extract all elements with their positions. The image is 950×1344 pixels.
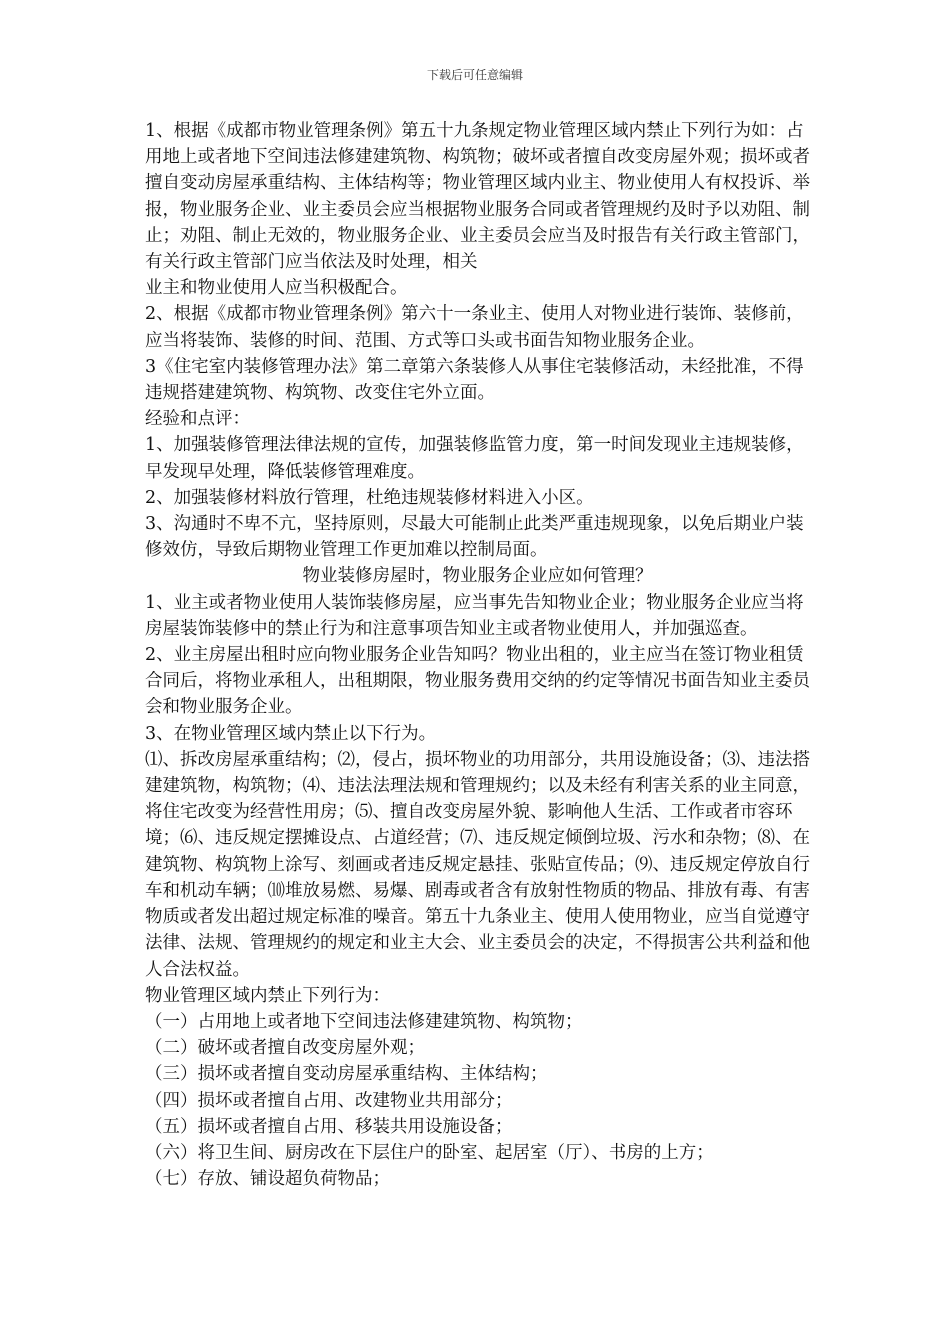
list-item: （一）占用地上或者地下空间违法修建建筑物、构筑物； xyxy=(145,1011,583,1032)
list-item: （六）将卫生间、厨房改在下层住户的卧室、起居室（厅）、书房的上方； xyxy=(145,1142,714,1163)
list-item: （七）存放、铺设超负荷物品； xyxy=(145,1169,390,1190)
paragraph-experience-3: 3、沟通时不卑不亢，坚持原则，尽最大可能制止此类严重违规现象，以免后期业户装修效仿，导致后期物业管理工作更加难以控制局面。 xyxy=(145,514,804,561)
paragraph-renovation-rules: 3《住宅室内装修管理办法》第二章第六条装修人从事住宅装修活动，未经批准，不得违规搭建建筑物、构筑物、改变住宅外立面。 xyxy=(145,356,804,404)
paragraph-management-2: 2、业主房屋出租时应向物业服务企业告知吗？物业出租的，业主应当在签订物业租赁合同后，将物业承租人，出租期限，物业服务费用交纳的约定等情况书面告知业主委员会和物业服务企业。 xyxy=(145,645,810,718)
list-item: （四）损坏或者擅自占用、改建物业共用部分； xyxy=(145,1090,513,1111)
paragraph-experience-1: 1、加强装修管理法律法规的宣传，加强装修监管力度，第一时间发现业主违规装修，早发现早处理，降低装修管理难度。 xyxy=(145,435,804,482)
paragraph-prohibited-acts: ⑴、拆改房屋承重结构；⑵，侵占，损坏物业的功用部分，共用设施设备；⑶、违法搭建建筑物，构筑物；⑷、违法法理法规和管理规约；以及未经有利害关系的业主同意，将住宅改变为经营性用房；⑸、擅自改变房屋外貌、影响他人生活、工作或者市容环境；⑹、违反规定摆摊设点、占道经营；⑺、违反规定倾倒垃圾、污水和杂物；⑻、在建筑物、构筑物上涂写、刻画或者违反规定悬挂、张贴宣传品；⑼、违反规定停放自行车和机动车辆；⑽堆放易燃、易爆、剧毒或者含有放射性物质的物品、排放有毒、有害物质或者发出超过规定标准的噪音。第五十九条业主、使用人使用物业，应当自觉遵守法律、法规、管理规约的规定和业主大会、业主委员会的决定，不得损害公共利益和他人合法权益。 xyxy=(145,749,810,980)
document-body xyxy=(145,118,810,1192)
paragraph-article-61: 2、根据《成都市物业管理条例》第六十一条业主、使用人对物业进行装饰、装修前，应当将装饰、装修的时间、范围、方式等口头或书面告知物业服务企业。 xyxy=(145,304,804,351)
paragraph-prohibited-heading: 物业管理区域内禁止下列行为： xyxy=(145,985,390,1006)
paragraph-management-3: 3、在物业管理区域内禁止以下行为。 xyxy=(145,723,437,744)
section-heading: 物业装修房屋时，物业服务企业应如何管理？ xyxy=(302,566,653,587)
page-header: 下载后可任意编辑 xyxy=(426,68,523,82)
paragraph-experience-heading: 经验和点评： xyxy=(145,409,250,430)
paragraph-management-1: 1、业主或者物业使用人装饰装修房屋，应当事先告知物业企业；物业服务企业应当将房屋装饰装修中的禁止行为和注意事项告知业主或者物业使用人，并加强巡查。 xyxy=(145,592,804,639)
paragraph-experience-2: 2、加强装修材料放行管理，杜绝违规装修材料进入小区。 xyxy=(145,487,594,508)
list-item: （三）损坏或者擅自变动房屋承重结构、主体结构； xyxy=(145,1064,548,1085)
list-item: （二）破坏或者擅自改变房屋外观； xyxy=(145,1038,425,1059)
list-item: （五）损坏或者擅自占用、移装共用设施设备； xyxy=(145,1116,513,1137)
paragraph-cooperate: 业主和物业使用人应当积极配合。 xyxy=(145,278,408,299)
paragraph-article-59: 1、根据《成都市物业管理条例》第五十九条规定物业管理区域内禁止下列行为如：占用地上或者地下空间违法修建建筑物、构筑物；破坏或者擅自改变房屋外观；损坏或者擅自变动房屋承重结构、主体结构等；物业管理区域内业主、物业使用人有权投诉、举报，物业服务企业、业主委员会应当根据物业服务合同或者管理规约及时予以劝阻、制止；劝阻、制止无效的，物业服务企业、业主委员会应当及时报告有关行政主管部门，有关行政主管部门应当依法及时处理，相关 xyxy=(145,121,810,273)
